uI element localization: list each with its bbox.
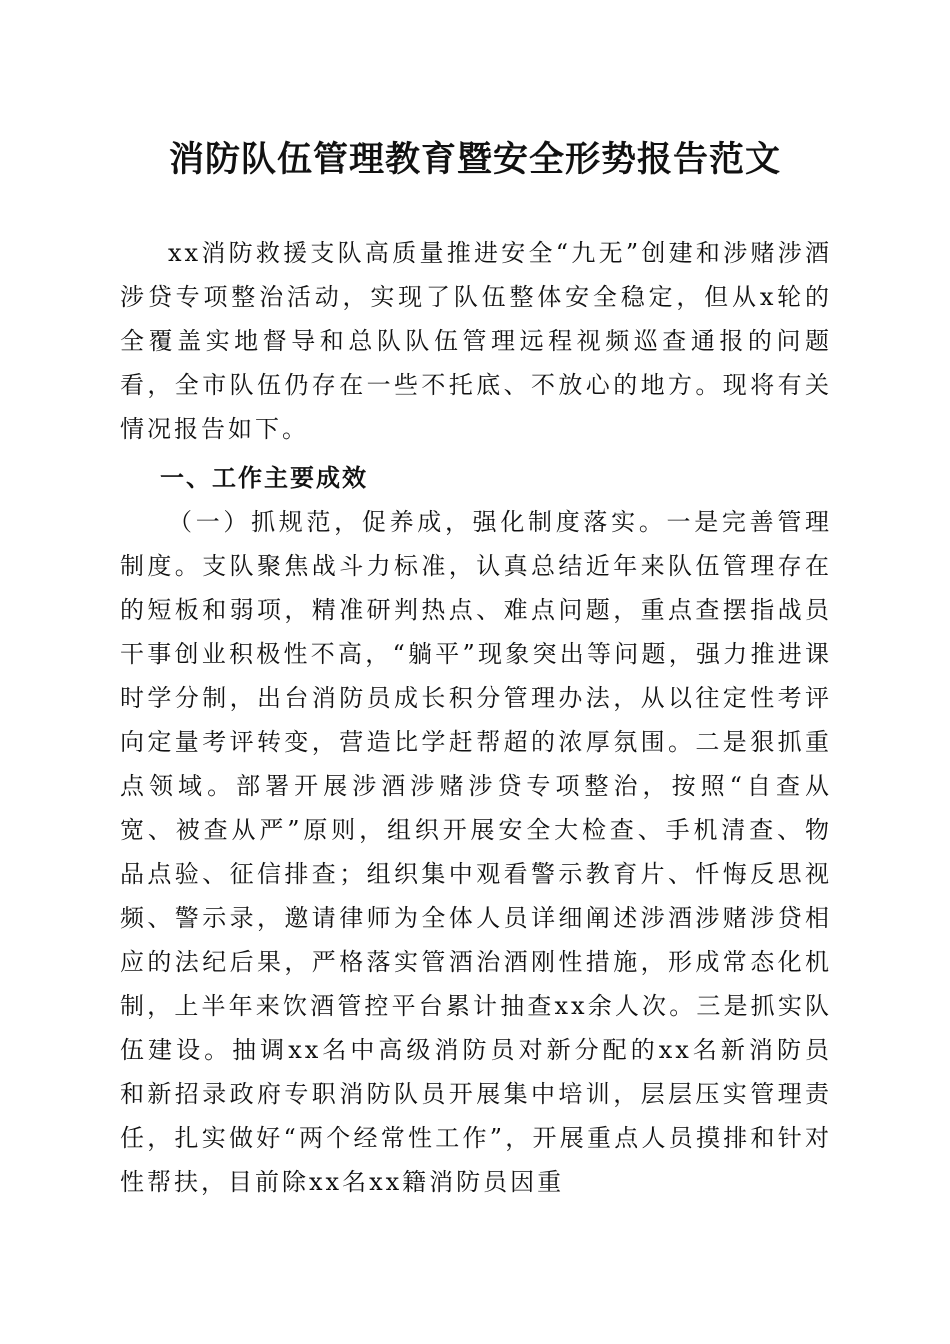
subsection-lead: （一）抓规范，促养成，强化制度落实。 bbox=[168, 508, 667, 536]
subsection-body: 一是完善管理制度。支队聚焦战斗力标准，认真总结近年来队伍管理存在的短板和弱项，精准研判热点、难点问题，重点查摆指战员干事创业积极性不高，“躺平”现象突出等问题，强力推进课时学分制，出台消防员成长积分管理办法，从以往定性考评向定量考评转变，营造比学赶帮超的浓厚氛围。二是狠抓重点领域。部署开展涉酒涉赌涉贷专项整治，按照“自查从宽、被查从严”原则，组织开展安全大检查、手机清查、物品点验、征信排查；组织集中观看警示教育片、忏悔反思视频、警示录，邀请律师为全体人员详细阐述涉酒涉赌涉贷相应的法纪后果，严格落实管酒治酒刚性措施，形成常态化机制，上半年来饮酒管控平台累计抽查xx余人次。三是抓实队伍建设。抽调xx名中高级消防员对新分配的xx名新消防员和新招录政府专职消防队员开展集中培训，层层压实管理责任，扎实做好“两个经常性工作”，开展重点人员摸排和针对性帮扶，目前除xx名xx籍消防员因重 bbox=[120, 508, 833, 1196]
section-heading: 一、工作主要成效 bbox=[160, 464, 368, 492]
document-title: 消防队伍管理教育暨安全形势报告范文 bbox=[168, 139, 781, 180]
subsection-paragraph bbox=[120, 500, 832, 1204]
intro-paragraph: xx消防救援支队高质量推进安全“九无”创建和涉赌涉酒涉贷专项整治活动，实现了队伍整体安全稳定，但从x轮的全覆盖实地督导和总队队伍管理远程视频巡查通报的问题看，全市队伍仍存在一些不托底、不放心的地方。现将有关情况报告如下。 bbox=[120, 239, 832, 443]
